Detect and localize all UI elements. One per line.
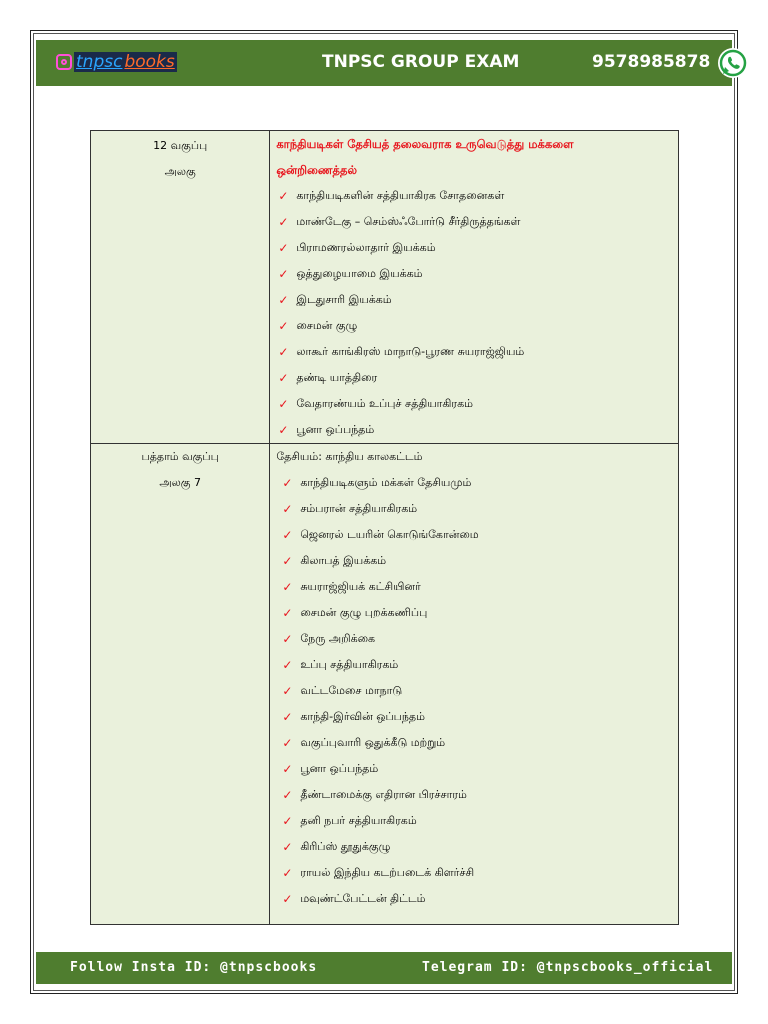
list-item-text: வகுப்புவாரி ஒதுக்கீடு மற்றும் <box>300 735 446 749</box>
syllabus-table <box>90 130 679 925</box>
list-item <box>270 756 678 782</box>
table-row <box>91 131 679 444</box>
list-item-text: ஒத்துழையாமை இயக்கம் <box>296 266 423 280</box>
checkmark-icon: ✓ <box>282 580 293 594</box>
list-item <box>270 365 678 391</box>
list-item <box>270 782 678 808</box>
list-item-text: பிராமணரல்லாதார் இயக்கம் <box>296 240 436 254</box>
checkmark-icon: ✓ <box>278 345 289 359</box>
topics-cell <box>270 131 679 444</box>
checkmark-icon: ✓ <box>282 684 293 698</box>
list-item-text: காந்தி-இர்வின் ஒப்பந்தம் <box>300 709 425 723</box>
class-cell <box>91 131 270 444</box>
class-label: 12 வகுப்பு <box>153 139 208 152</box>
section-title: ஒன்றிணைத்தல் <box>276 163 358 177</box>
list-item <box>270 730 678 756</box>
list-item <box>270 808 678 834</box>
checkmark-icon: ✓ <box>282 814 293 828</box>
list-item-text: சம்பரான் சத்தியாகிரகம் <box>300 501 418 515</box>
checkmark-icon: ✓ <box>282 736 293 750</box>
checkmark-icon: ✓ <box>282 788 293 802</box>
list-item-text: தீண்டாமைக்கு எதிரான பிரச்சாரம் <box>300 787 467 801</box>
checkmark-icon: ✓ <box>278 293 289 307</box>
checkmark-icon: ✓ <box>282 658 293 672</box>
list-item <box>270 209 678 235</box>
whatsapp-icon[interactable] <box>716 46 750 80</box>
checkmark-icon: ✓ <box>278 241 289 255</box>
unit-label: அலகு <box>164 165 196 178</box>
checkmark-icon: ✓ <box>282 476 293 490</box>
logo-text-part1: tnpsc <box>76 52 123 72</box>
list-item <box>270 626 678 652</box>
list-item <box>270 574 678 600</box>
list-item <box>270 548 678 574</box>
list-item-text: பூனா ஒப்பந்தம் <box>300 761 379 775</box>
insta-id-link[interactable]: Follow Insta ID: @tnpscbooks <box>70 960 318 975</box>
list-item <box>270 678 678 704</box>
list-item-text: தனி நபர் சத்தியாகிரகம் <box>300 813 417 827</box>
list-item-text: வேதாரண்யம் உப்புச் சத்தியாகிரகம் <box>296 396 474 410</box>
list-item-text: சுயராஜ்ஜியக் கட்சியினர் <box>300 579 421 593</box>
class-cell <box>91 444 270 925</box>
list-item-text: மாண்டேகு – செம்ஸ்ஃபோர்டு சீர்திருத்தங்கள் <box>296 214 521 228</box>
list-item <box>270 391 678 417</box>
list-item-text: நேரு அறிக்கை <box>300 631 376 645</box>
list-item <box>270 235 678 261</box>
list-item <box>270 183 678 209</box>
list-item-text: காந்தியடிகளின் சத்தியாகிரக சோதனைகள் <box>296 188 505 202</box>
logo-text-part2: books <box>124 52 175 72</box>
unit-label: அலகு 7 <box>159 476 201 489</box>
checkmark-icon: ✓ <box>282 762 293 776</box>
list-item <box>270 704 678 730</box>
checkmark-icon: ✓ <box>282 866 293 880</box>
list-item-text: ஜெனரல் டயரின் கொடுங்கோன்மை <box>300 527 479 541</box>
topics-cell <box>270 444 679 925</box>
list-item <box>270 886 678 912</box>
list-item-text: காந்தியடிகளும் மக்கள் தேசியமும் <box>300 475 472 489</box>
list-item-text: உப்பு சத்தியாகிரகம் <box>300 657 399 671</box>
checkmark-icon: ✓ <box>282 606 293 620</box>
list-item-text: சைமன் குழு புறக்கணிப்பு <box>300 605 428 619</box>
class-label: பத்தாம் வகுப்பு <box>141 450 219 463</box>
checkmark-icon: ✓ <box>282 528 293 542</box>
checkmark-icon: ✓ <box>282 632 293 646</box>
header-bar <box>36 40 732 86</box>
list-item-text: ராயல் இந்திய கடற்படைக் கிளர்ச்சி <box>300 865 475 879</box>
list-item <box>270 834 678 860</box>
table-row <box>91 444 679 925</box>
list-item-text: பூனா ஒப்பந்தம் <box>296 422 375 436</box>
checkmark-icon: ✓ <box>282 840 293 854</box>
list-item <box>270 600 678 626</box>
checkmark-icon: ✓ <box>282 892 293 906</box>
checkmark-icon: ✓ <box>282 554 293 568</box>
topic-list <box>270 470 678 912</box>
list-item <box>270 339 678 365</box>
checkmark-icon: ✓ <box>278 397 289 411</box>
header-title: TNPSC GROUP EXAM <box>322 52 520 72</box>
checkmark-icon: ✓ <box>278 189 289 203</box>
telegram-id-link[interactable]: Telegram ID: @tnpscbooks_official <box>422 960 714 975</box>
header-phone: 9578985878 <box>592 52 711 72</box>
list-item-text: சைமன் குழு <box>296 318 358 332</box>
checkmark-icon: ✓ <box>278 267 289 281</box>
checkmark-icon: ✓ <box>282 502 293 516</box>
list-item <box>270 522 678 548</box>
list-item-text: வட்டமேசை மாநாடு <box>300 683 403 697</box>
topic-list <box>270 183 678 443</box>
list-item <box>270 860 678 886</box>
list-item-text: தண்டி யாத்திரை <box>296 370 378 384</box>
section-title: காந்தியடிகள் தேசியத் தலைவராக உருவெடுத்து மக்களை <box>276 137 574 151</box>
list-item <box>270 287 678 313</box>
checkmark-icon: ✓ <box>278 371 289 385</box>
list-item <box>270 261 678 287</box>
checkmark-icon: ✓ <box>278 423 289 437</box>
list-item <box>270 470 678 496</box>
list-item <box>270 652 678 678</box>
checkmark-icon: ✓ <box>282 710 293 724</box>
list-item-text: லாகூர் காங்கிரஸ் மாநாடு-பூரண சுயராஜ்ஜியம் <box>296 344 525 358</box>
list-item-text: மவுண்ட்பேட்டன் திட்டம் <box>300 891 426 905</box>
checkmark-icon: ✓ <box>278 319 289 333</box>
list-item-text: கிலாபத் இயக்கம் <box>300 553 387 567</box>
section-title: தேசியம்: காந்திய காலகட்டம் <box>276 450 423 463</box>
instagram-icon <box>56 54 72 70</box>
list-item <box>270 313 678 339</box>
brand-logo[interactable] <box>56 49 177 75</box>
checkmark-icon: ✓ <box>278 215 289 229</box>
list-item-text: கிரிப்ஸ் தூதுக்குழு <box>300 839 391 853</box>
footer-bar <box>36 952 732 984</box>
list-item <box>270 496 678 522</box>
list-item-text: இடதுசாரி இயக்கம் <box>296 292 392 306</box>
list-item <box>270 417 678 443</box>
